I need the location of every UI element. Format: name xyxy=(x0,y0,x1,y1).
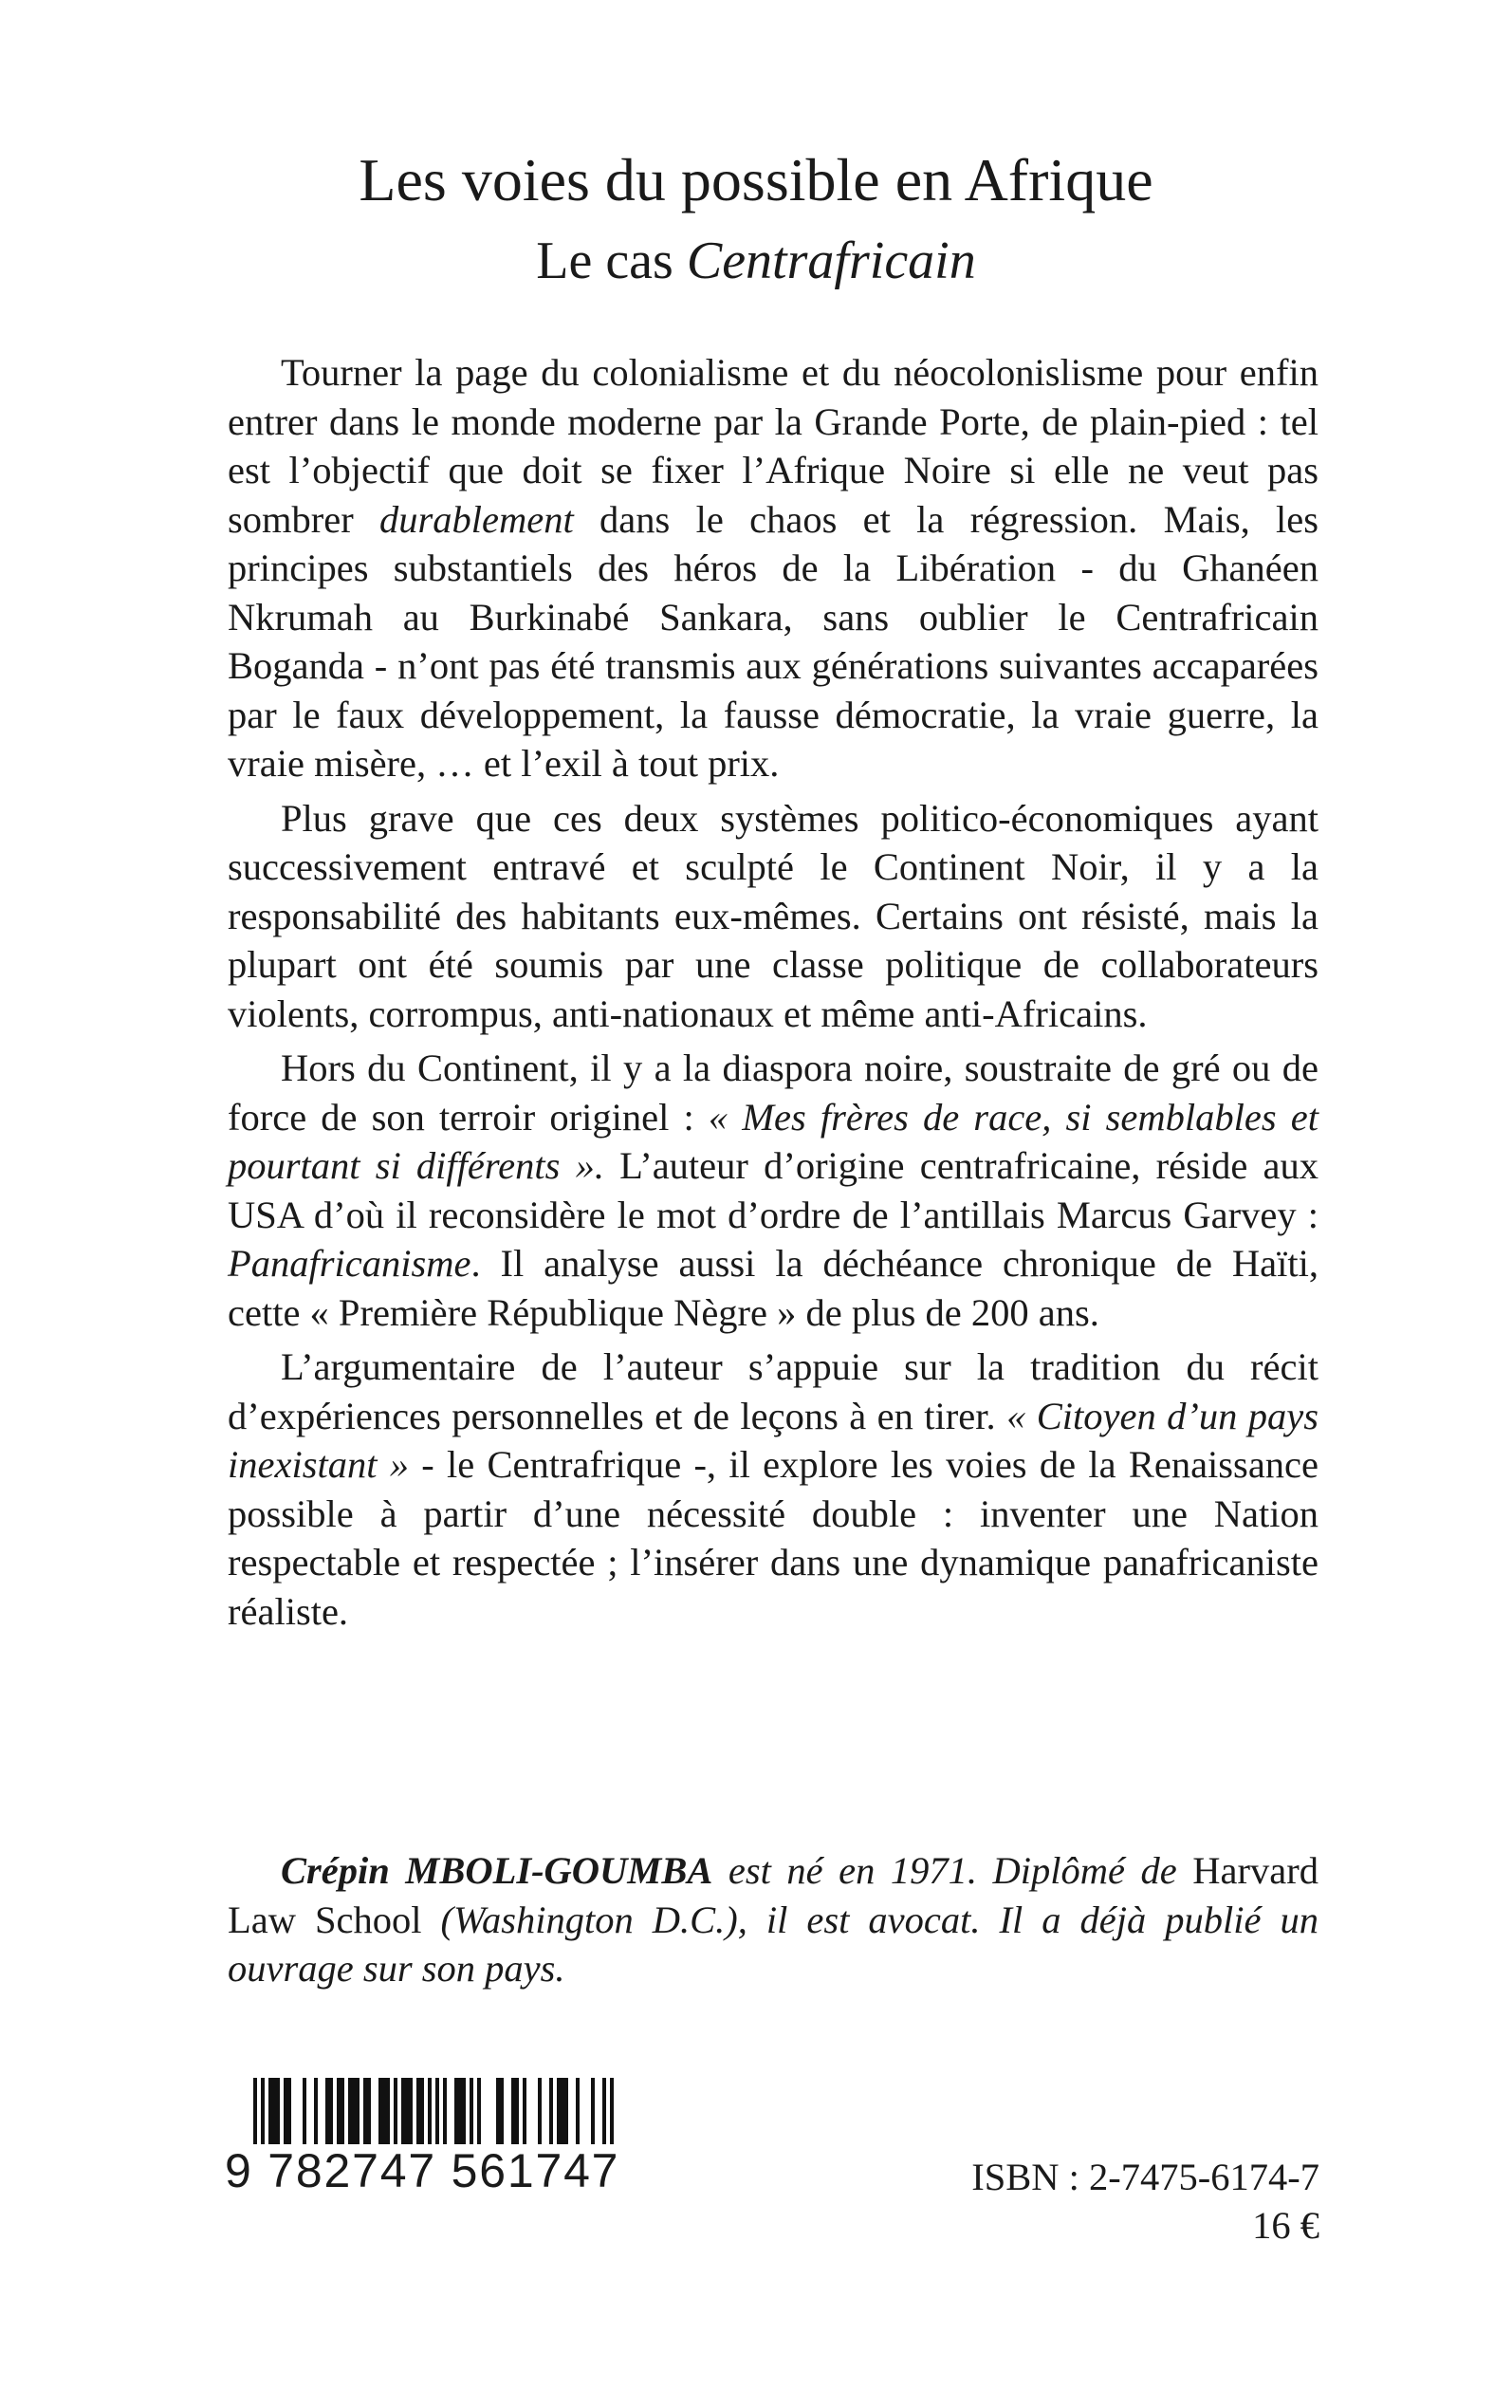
barcode-bar xyxy=(477,2078,481,2144)
barcode-bar xyxy=(500,2078,504,2144)
subtitle-prefix: Le cas xyxy=(536,232,687,290)
barcode-bar xyxy=(303,2078,306,2144)
p3-emphasis: Panafricanisme xyxy=(228,1242,471,1285)
barcode-bar xyxy=(470,2078,473,2144)
barcode-bar xyxy=(458,2078,462,2144)
barcode-bar xyxy=(356,2078,360,2144)
barcode-bar xyxy=(443,2078,447,2144)
blurb-paragraph-3 xyxy=(228,1044,1318,1337)
barcode-bar xyxy=(386,2078,390,2144)
barcode-bar xyxy=(591,2078,595,2144)
barcode-bar xyxy=(276,2078,280,2144)
author-school: Harvard Law School xyxy=(228,1849,1318,1941)
barcode-bar xyxy=(610,2078,614,2144)
barcode-bar xyxy=(394,2078,397,2144)
barcode-bar xyxy=(253,2078,257,2144)
barcode-bar xyxy=(602,2078,606,2144)
barcode-bar xyxy=(576,2078,580,2144)
barcode-bar xyxy=(401,2078,405,2144)
blurb-paragraph-2: Plus grave que ces deux systèmes politico-économiques ayant successivement entravé et sculpté le Continent Noir, il y a la responsabilité des habitants eux-mêmes. Certains ont résisté, mais la plupart ont été soumis par une classe politique de collaborateurs violents, corrompus, anti-nationaux et même anti-Africains. xyxy=(228,796,1318,1035)
blurb xyxy=(228,348,1318,1641)
barcode-bar xyxy=(341,2078,344,2144)
barcode-bar xyxy=(314,2078,318,2144)
barcode-bar xyxy=(561,2078,564,2144)
barcode-bar xyxy=(405,2078,409,2144)
author-bio-paragraph xyxy=(228,1846,1318,1993)
barcode-bars xyxy=(225,2078,636,2144)
blurb-paragraph-1 xyxy=(228,348,1318,788)
barcode-bar xyxy=(511,2078,515,2144)
barcode-bar xyxy=(325,2078,329,2144)
barcode-bar xyxy=(420,2078,424,2144)
barcode-bar xyxy=(382,2078,386,2144)
barcode-bar xyxy=(454,2078,458,2144)
author-bio-text-2: (Washington D.C.), il est avocat. Il a déjà publié un ouvrage sur son pays. xyxy=(228,1898,1318,1990)
barcode-bar xyxy=(329,2078,333,2144)
p1-text-a: Tourner la page du colonialisme et du néocolonislisme pour enfin entrer dans le monde moderne par la Grande Porte, de plain-pied : tel est l’objectif que doit se fixer l’Afrique Noire si elle ne veut pas sombrer xyxy=(228,351,1318,541)
barcode-bar xyxy=(284,2078,287,2144)
barcode-bar xyxy=(287,2078,291,2144)
p1-text-b: dans le chaos et la régression. Mais, les principes substantiels des héros de la Libération - du Ghanéen Nkrumah au Burkinabé Sankara, sans oublier le Centrafricain Boganda - n’ont pas été transmis aux générations suivantes accaparées par le faux développement, la fausse démocratie, la vraie guerre, la vraie misère, … et l’exil à tout prix. xyxy=(228,497,1319,785)
barcode-bar xyxy=(348,2078,352,2144)
barcode-bar xyxy=(416,2078,420,2144)
barcode-bar xyxy=(363,2078,367,2144)
barcode-bar xyxy=(352,2078,356,2144)
barcode-bar xyxy=(272,2078,276,2144)
barcode-digits: 9 782747 561747 xyxy=(225,2144,620,2197)
barcode-bar xyxy=(549,2078,553,2144)
barcode-bar xyxy=(367,2078,371,2144)
barcode-bar xyxy=(428,2078,432,2144)
barcode-bar xyxy=(409,2078,413,2144)
author-name: Crépin MBOLI-GOUMBA xyxy=(281,1849,713,1892)
p3-text-c: . Il analyse aussi la déchéance chronique de Haïti, cette « Première République Nègre » de plus de 200 ans. xyxy=(228,1242,1318,1334)
subtitle-emphasis: Centrafricain xyxy=(686,232,976,290)
p4-quote: « Citoyen d’un pays inexistant » xyxy=(228,1394,1318,1486)
barcode-bar xyxy=(261,2078,265,2144)
book-subtitle xyxy=(0,228,1512,294)
barcode-bar xyxy=(337,2078,341,2144)
barcode-bar xyxy=(268,2078,272,2144)
isbn: ISBN : 2-7475-6174-7 xyxy=(971,2156,1319,2198)
p1-emphasis: durablement xyxy=(379,497,574,541)
barcode-bar xyxy=(462,2078,466,2144)
barcode-bar xyxy=(538,2078,542,2144)
barcode-bar xyxy=(523,2078,526,2144)
p4-text-b: - le Centrafrique -, il explore les voies de la Renaissance possible à partir d’une nécessité double : inventer une Nation respectable et respectée ; l’insérer dans une dynamique panafricaniste réaliste. xyxy=(228,1443,1318,1633)
p3-text-a: Hors du Continent, il y a la diaspora noire, soustraite de gré ou de force de son terroir originel : xyxy=(228,1047,1318,1139)
barcode-bar xyxy=(378,2078,382,2144)
blurb-paragraph-4 xyxy=(228,1343,1318,1636)
barcode-bar xyxy=(557,2078,561,2144)
barcode-bar xyxy=(435,2078,439,2144)
barcode-bar xyxy=(564,2078,568,2144)
p3-text-b: L’auteur d’origine centrafricaine, réside aux USA d’où il reconsidère le mot d’ordre de l’antillais Marcus Garvey : xyxy=(228,1144,1318,1236)
barcode-bar xyxy=(515,2078,519,2144)
barcode-bar xyxy=(496,2078,500,2144)
author-bio xyxy=(228,1846,1318,1993)
price: 16 € xyxy=(1252,2204,1319,2247)
author-bio-text-1: est né en 1971. Diplômé de xyxy=(712,1849,1193,1892)
p3-quote: « Mes frères de race, si semblables et pourtant si différents ». xyxy=(228,1095,1318,1187)
p4-text-a: L’argumentaire de l’auteur s’appuie sur la tradition du récit d’expériences personnelles et de leçons à en tirer. xyxy=(228,1345,1318,1437)
book-title: Les voies du possible en Afrique xyxy=(359,146,1153,213)
